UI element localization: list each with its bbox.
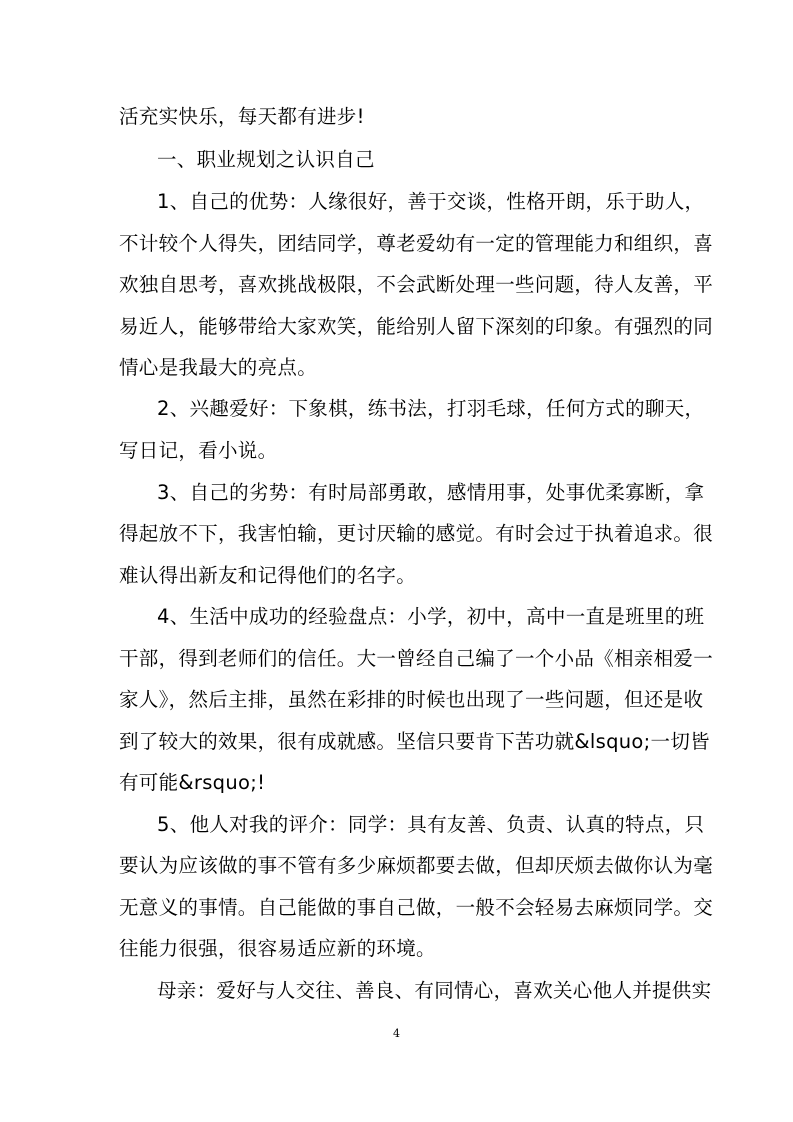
text-line: 不计较个人得失，团结同学，尊老爱幼有一定的管理能力和组织，喜 <box>119 232 714 255</box>
text-line: 家人》，然后主排，虽然在彩排的时候也出现了一些问题，但还是收 <box>119 688 704 711</box>
text-line: 难认得出新友和记得他们的名字。 <box>119 564 417 587</box>
text-line: 2、兴趣爱好：下象棋，练书法，打羽毛球，任何方式的聊天， <box>157 397 705 420</box>
text-line: 5、他人对我的评介：同学：具有友善、负责、认真的特点，只 <box>157 813 705 836</box>
text-line: 3、自己的劣势：有时局部勇敢，感情用事，处事优柔寡断，拿 <box>157 481 705 504</box>
text-line: 往能力很强，很容易适应新的环境。 <box>119 937 436 960</box>
text-line: 母亲：爱好与人交往、善良、有同情心，喜欢关心他人并提供实 <box>157 979 712 1002</box>
text-line: 4、生活中成功的经验盘点：小学，初中，高中一直是班里的班 <box>157 605 705 628</box>
text-line: 欢独自思考，喜欢挑战极限，不会武断处理一些问题，待人友善，平 <box>119 273 714 296</box>
page-number: 4 <box>393 1027 400 1040</box>
text-line: 1、自己的优势：人缘很好，善于交谈，性格开朗，乐于助人， <box>157 190 705 213</box>
text-line: 干部，得到老师们的信任。大一曾经自己编了一个小品《相亲相爱一 <box>119 647 714 670</box>
text-line: 得起放不下，我害怕输，更讨厌输的感觉。有时会过于执着追求。很 <box>119 522 714 545</box>
text-line: 无意义的事情。自己能做的事自己做，一般不会轻易去麻烦同学。交 <box>119 896 714 919</box>
text-line: 到了较大的效果，很有成就感。坚信只要肯下苦功就&lsquo;一切皆 <box>119 730 710 753</box>
text-line: 要认为应该做的事不管有多少麻烦都要去做，但却厌烦去做你认为毫 <box>119 854 714 877</box>
text-line: 写日记，看小说。 <box>119 439 278 462</box>
text-line: 活充实快乐，每天都有进步! <box>119 105 365 128</box>
section-heading: 一、职业规划之认识自己 <box>157 148 375 171</box>
text-line: 有可能&rsquo;! <box>119 771 266 794</box>
text-line: 易近人，能够带给大家欢笑，能给别人留下深刻的印象。有强烈的同 <box>119 315 714 338</box>
text-line: 情心是我最大的亮点。 <box>119 356 318 379</box>
